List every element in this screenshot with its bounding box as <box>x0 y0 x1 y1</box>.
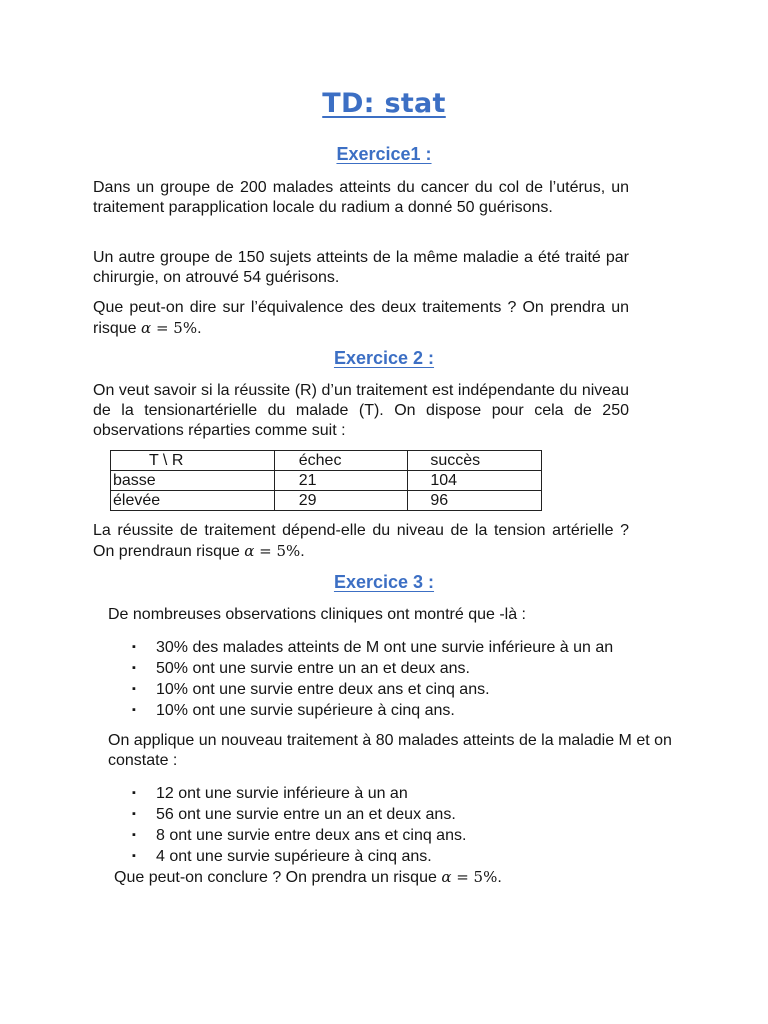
survival-list-1 <box>132 637 613 721</box>
list-item-text: 12 ont une survie inférieure à un an <box>156 785 408 802</box>
risk-value: = 5% <box>254 542 301 560</box>
alpha-symbol: α <box>141 319 152 337</box>
table-row <box>111 491 542 511</box>
exercise-3-intro: De nombreuses observations cliniques ont montré que -là : <box>108 606 526 623</box>
table-cell: basse <box>111 471 275 491</box>
list-item-text: 56 ont une survie entre un an et deux ans. <box>156 806 456 823</box>
table-row <box>111 471 542 491</box>
bullet-icon: ▪ <box>132 787 136 799</box>
table-cell: 104 <box>408 471 542 491</box>
alpha-symbol: α <box>244 542 255 560</box>
exercise-1-question-text: Que peut-on dire sur l’équivalence des deux traitements ? On prendra un risque <box>93 299 629 337</box>
exercise-3-heading: Exercice 3 : <box>333 572 435 592</box>
bullet-icon: ▪ <box>132 662 136 674</box>
document-title: TD: stat <box>322 88 446 119</box>
exercise-1-paragraph-2: Un autre groupe de 150 sujets atteints de la même maladie a été traité par chirurgie, on atrouvé 54 guérisons. <box>93 249 629 286</box>
table-cell: 21 <box>274 471 408 491</box>
list-item <box>132 637 613 658</box>
table-header-cell: échec <box>274 451 408 471</box>
exercise-2-paragraph-1: On veut savoir si la réussite (R) d’un traitement est indépendante du niveau de la tensionartérielle du malade (T). On dispose pour cela de 250 observations réparties comme suit : <box>93 382 629 439</box>
list-item-text: 30% des malades atteints de M ont une survie inférieure à un an <box>156 639 614 656</box>
question-end: . <box>497 869 502 886</box>
list-item-text: 8 ont une survie entre deux ans et cinq ans. <box>156 827 467 844</box>
table-header-cell: T \ R <box>111 451 275 471</box>
bullet-icon: ▪ <box>132 641 136 653</box>
risk-value: = 5% <box>451 868 498 886</box>
list-item <box>132 804 466 825</box>
table-cell: élevée <box>111 491 275 511</box>
exercise-3-question-text: Que peut-on conclure ? On prendra un risque <box>114 869 442 886</box>
table-cell: 29 <box>274 491 408 511</box>
exercise-2-question <box>93 521 629 562</box>
list-item <box>132 700 613 721</box>
survival-list-2 <box>132 783 466 867</box>
question-end: . <box>197 320 202 337</box>
table-header-row <box>111 451 542 471</box>
exercise-2-heading: Exercice 2 : <box>333 348 435 368</box>
observations-table <box>110 450 542 511</box>
exercise-3-paragraph-2: On applique un nouveau traitement à 80 malades atteints de la maladie M et on constate : <box>108 732 672 769</box>
exercise-2-question-text: La réussite de traitement dépend-elle du niveau de la tension artérielle ? On prendraun risque <box>93 522 629 560</box>
bullet-icon: ▪ <box>132 850 136 862</box>
list-item <box>132 783 466 804</box>
table-cell: 96 <box>408 491 542 511</box>
bullet-icon: ▪ <box>132 704 136 716</box>
list-item-text: 10% ont une survie entre deux ans et cinq ans. <box>156 681 490 698</box>
list-item-text: 50% ont une survie entre un an et deux ans. <box>156 660 470 677</box>
risk-value: = 5% <box>151 319 198 337</box>
exercise-3-question <box>114 867 674 888</box>
question-end: . <box>300 543 305 560</box>
list-item <box>132 825 466 846</box>
table-header-cell: succès <box>408 451 542 471</box>
bullet-icon: ▪ <box>132 829 136 841</box>
list-item <box>132 679 613 700</box>
bullet-icon: ▪ <box>132 683 136 695</box>
list-item-text: 4 ont une survie supérieure à cinq ans. <box>156 848 432 865</box>
list-item-text: 10% ont une survie supérieure à cinq ans. <box>156 702 455 719</box>
bullet-icon: ▪ <box>132 808 136 820</box>
list-item <box>132 846 466 867</box>
exercise-1-question <box>93 298 629 339</box>
exercise-1-paragraph-1: Dans un groupe de 200 malades atteints du cancer du col de l’utérus, un traitement parapplication locale du radium a donné 50 guérisons. <box>93 179 629 216</box>
alpha-symbol: α <box>441 868 452 886</box>
exercise-1-heading: Exercice1 : <box>336 144 432 164</box>
list-item <box>132 658 613 679</box>
